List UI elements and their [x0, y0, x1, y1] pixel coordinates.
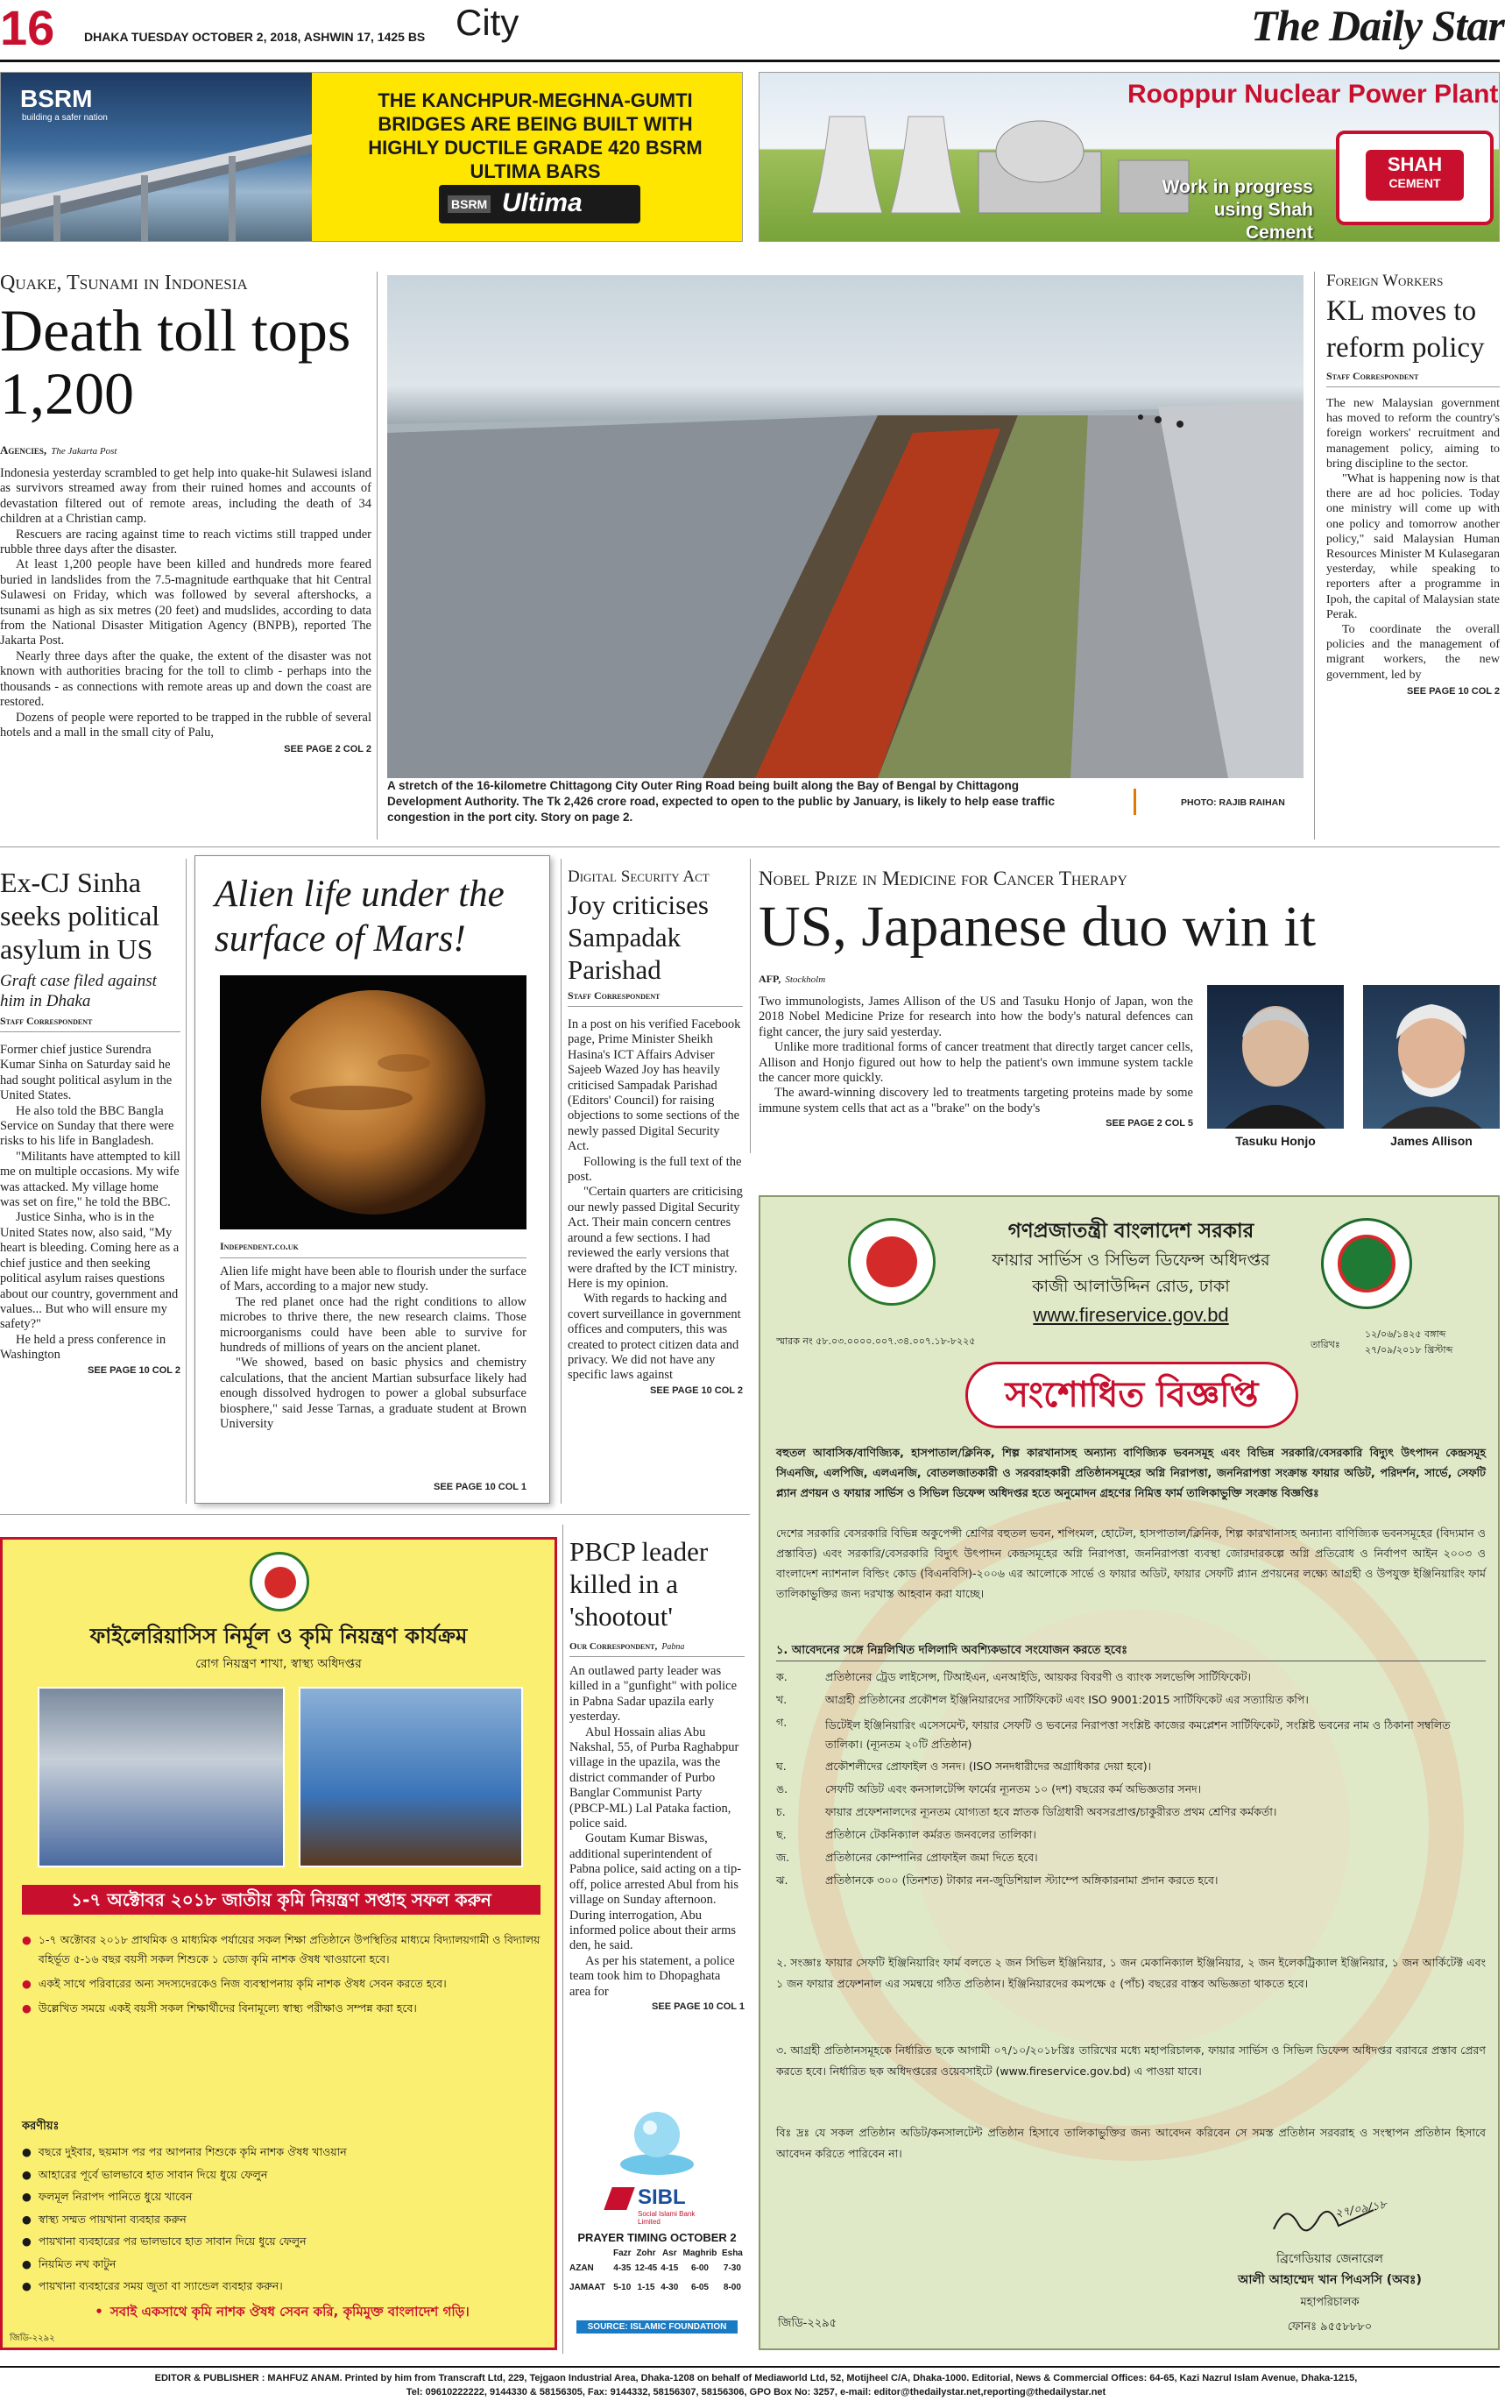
- story-headline: Death toll tops 1,200: [0, 297, 351, 427]
- sibl-logo-text: SIBL: [638, 2185, 686, 2209]
- sibl-logo-ribbon: [604, 2187, 634, 2210]
- portrait-caption: James Allison: [1390, 1134, 1473, 1148]
- newspaper-logo: The Daily Star: [1251, 1, 1504, 50]
- bullet-dot: •: [95, 2304, 103, 2319]
- list-item: ছ. প্রতিষ্ঠানে টেকনিক্যাল কর্মরত জনবলের তালিকা।: [776, 1828, 1036, 1841]
- paragraph: Two immunologists, James Allison of the US and Tasuku Honjo of Japan, won the 2018 Nobel Medicine Prize for research into how the body's natural defences can fight cancer, the jury said yesterday.: [759, 995, 1193, 1039]
- story-quake: [0, 272, 371, 841]
- ad-subtitle: রোগ নিয়ন্ত্রণ শাখা, স্বাস্থ্য অধিদপ্তর: [195, 1657, 362, 1671]
- byline-rule: [220, 1257, 526, 1258]
- story-byline: [759, 969, 1500, 986]
- notice-title-box: [965, 1362, 1298, 1428]
- story-nobel: [759, 868, 1500, 1157]
- campaign-points: [22, 1930, 542, 2023]
- portrait-caption: Tasuku Honjo: [1235, 1134, 1316, 1148]
- photo-children-class: [38, 1687, 285, 1867]
- bullet-dot: ●: [22, 2167, 32, 2181]
- ad-footer-slogan: • সবাই একসাথে কৃমি নাশক ঔষধ সেবন করি, কৃমিমুক্ত বাংলাদেশ গড়ি।: [95, 2304, 470, 2319]
- page-number: 16: [0, 0, 55, 55]
- paragraph: The award-winning discovery led to treatments targeting proteins made by some immune system cells that act as a "brake" on the body's: [759, 1086, 1193, 1115]
- bullet-dot: ●: [22, 2279, 32, 2292]
- table-row: JAMAAT 5-10 1-15 4-30 6-05 8-00: [569, 2282, 741, 2292]
- column-divider: [750, 859, 751, 1153]
- paragraph: Nearly three days after the quake, the extent of the disaster was not known with authorities bracing for the toll to climb - perhaps into the thousands - as connections with remote areas up and down the coast are restored.: [0, 648, 371, 710]
- bullet-dot: ●: [22, 1977, 32, 1990]
- story-mars-box: [194, 855, 550, 1504]
- date-bangla: ১২/০৬/১৪২৫ বঙ্গাব্দ: [1365, 1328, 1446, 1340]
- todo-list: [22, 2141, 542, 2298]
- list-item: ● স্বাস্থ্য সম্মত পায়খানা ব্যবহার করুন: [22, 2212, 187, 2226]
- sibl-logo-subtext: Social Islami Bank Limited: [638, 2210, 696, 2226]
- signer-phone: ফোনঃ ৯৫৫৮৮৮০: [1287, 2320, 1373, 2334]
- ad-shah-cement[interactable]: [759, 72, 1500, 242]
- bullet-dot: ●: [22, 2256, 32, 2270]
- see-page-link[interactable]: SEE PAGE 10 COL 1: [652, 2001, 745, 2012]
- list-item: ঙ. সেফটি অডিট এবং কনসালটেন্সি ফার্মের ন্যূনতম ১০ (দশ) বছরের কর্ম অভিজ্ঞতার সনদ।: [776, 1782, 1202, 1795]
- fire-service-emblem: [1321, 1218, 1412, 1309]
- paragraph: An outlawed party leader was killed in a "gunfight" with police in Pabna Sadar upazila early yesterday.: [569, 1664, 738, 1725]
- notice-title: সংশোধিত বিজ্ঞপ্তি: [1005, 1375, 1259, 1415]
- byline-rule: [0, 1031, 180, 1032]
- list-item: ● পায়খানা ব্যবহারের পর ভালভাবে হাত সাবান দিয়ে ধুয়ে ফেলুন: [22, 2234, 307, 2248]
- paragraph: Goutam Kumar Biswas, additional superintendent of Pabna police, said acting on a tip-off, police arrested Abul from his village on Sunday afternoon. During interrogation, Abu informed police about their arms den, he said.: [569, 1831, 742, 1953]
- signature-date: ২৭/০৯/১৮: [1333, 2198, 1388, 2221]
- list-item: ● বছরে দুইবার, ছয়মাস পর পর আপনার শিশুকে কৃমি নাশক ঔষধ খাওয়ান: [22, 2145, 347, 2158]
- story-body: [0, 1043, 180, 1363]
- paragraph: He held a press conference in Washington: [0, 1332, 166, 1363]
- byline-source: Pabna: [661, 1642, 685, 1652]
- bsrm-product-logo: [439, 185, 640, 223]
- story-kicker: Digital Security Act: [568, 868, 710, 886]
- list-item: ● আহারের পূর্বে ভালভাবে হাত সাবান দিয়ে ধুয়ে ফেলুন: [22, 2167, 268, 2181]
- gov-title: গণপ্রজাতন্ত্রী বাংলাদেশ সরকার: [1007, 1220, 1254, 1243]
- section-divider: [0, 1514, 750, 1515]
- byline-rule: [568, 1006, 743, 1007]
- bullet-dot: ●: [22, 2190, 32, 2203]
- story-kicker: Foreign Workers: [1326, 272, 1444, 290]
- story-byline: [0, 441, 371, 457]
- shah-headline: Rooppur Nuclear Power Plant: [1127, 80, 1499, 109]
- paragraph: At least 1,200 people have been killed and hundreds more feared buried in landslides from the 7.5-magnitude earthquake that hit Central Sulawesi on Friday, which was followed by several aftershocks, a tsunami as high as six metres (20 feet) and mudslides, according to data from the National Disaster Mitigation Agency (BNPB), reported The Jakarta Post.: [0, 557, 371, 648]
- paragraph: Following is the full text of the post.: [568, 1154, 742, 1185]
- portrait-allison: [1363, 985, 1500, 1129]
- list-item: ● উল্লেখিত সময়ে একই বয়সী সকল শিক্ষার্থীদের বিনামূল্যে স্বাস্থ্য পরীক্ষাও সম্পন্ন করা হবে।: [22, 1999, 542, 2018]
- paragraph: "Certain quarters are criticising our newly passed Digital Security Act. Their main concern centres around a few sections. I had reviewed the early versions that were drafted by the ICT ministry. Here is my opinion.: [568, 1185, 743, 1291]
- signer-rank: ব্রিগেডিয়ার জেনারেল: [1276, 2252, 1383, 2266]
- section-divider: [0, 846, 1500, 847]
- ad-code: জিডি-২২৯৫: [778, 2317, 837, 2330]
- memo-number: স্মারক নং ৫৮.০৩.০০০০.০০৭.৩৪.০০৭.১৮-৮২২৫: [776, 1335, 976, 1347]
- caption-marker: [1134, 789, 1136, 815]
- bsrm-logo: BSRM: [20, 85, 93, 112]
- ad-title: ফাইলেরিয়াসিস নির্মূল ও কৃমি নিয়ন্ত্রণ কার্যক্রম: [89, 1624, 468, 1648]
- paragraph: To coordinate the overall policies and the management of migrant workers, the new government, led by: [1326, 623, 1500, 682]
- portrait-honjo: [1207, 985, 1344, 1129]
- bsrm-tagline: building a safer nation: [22, 113, 108, 123]
- see-page-link[interactable]: SEE PAGE 2 COL 2: [284, 744, 371, 755]
- see-page-link[interactable]: SEE PAGE 2 COL 5: [1106, 1118, 1193, 1130]
- story-joy: [568, 868, 743, 1498]
- story-headline: PBCP leader killed in a 'shootout': [569, 1536, 709, 1632]
- dateline: DHAKA TUESDAY OCTOBER 2, 2018, ASHWIN 17, 1425 BS: [84, 30, 426, 44]
- story-byline: Independent.co.uk: [220, 1240, 299, 1252]
- paragraph: Abul Hossain alias Abu Nakshal, 55, of Purba Raghabpur village in the upazila, was the district commander of Purbo Banglar Communist Party (PBCP-ML) Lal Pataka faction, police said.: [569, 1725, 739, 1831]
- bsrm-product-name: Ultima: [502, 188, 583, 217]
- paragraph: The new Malaysian government has moved to reform the country's foreign workers' recruitment and management policy, aiming to bring discipline to the sector.: [1326, 397, 1500, 471]
- list-item: ঝ. প্রতিষ্ঠানকে ৩০০ (তিনশত) টাকার নন-জুডিশিয়াল স্ট্যাম্পে অঙ্গিকারনামা প্রদান করতে হবে।: [776, 1873, 1219, 1887]
- bullet-dot: ●: [22, 1933, 32, 1946]
- shah-logo: [1336, 131, 1494, 225]
- bsrm-product-prefix: BSRM: [448, 195, 491, 213]
- paragraph: Rescuers are racing against time to reach victims still trapped under rubble three days after the disaster.: [0, 527, 371, 557]
- table-row: AZAN 4-35 12-45 4-15 6-00 7-30: [569, 2263, 741, 2273]
- paragraph: Alien life might have been able to flourish under the surface of Mars, according to a major new study.: [220, 1264, 526, 1294]
- paragraph: In a post on his verified Facebook page, Prime Minister Sheikh Hasina's ICT Affairs Adviser Sajeeb Wazed Joy has heavily criticised Sampadak Parishad (Editors' Council) for raising objections to some sections of the newly passed Digital Security Act.: [568, 1017, 741, 1154]
- ad-code: জিডি-২২৯২: [10, 2334, 55, 2343]
- note-paragraph: বিঃ দ্রঃ যে সকল প্রতিষ্ঠান অডিট/কনসালটেন্ট প্রতিষ্ঠান হিসাবে তালিকাভুক্তির জন্য আবেদন করিবেন সে সমস্ত প্রতিষ্ঠান সরবরাহ ও সংস্থাপন প্রতিষ্ঠান হিসাবে আবেদন করিতে পারিবেন না।: [776, 2126, 1486, 2160]
- photo-caption: A stretch of the 16-kilometre Chittagong City Outer Ring Road being built along the Bay of Bengal by Chittagong Development Authority. The Tk 2,426 crore road, expected to open to the public by January, is likely to help ease traffic congestion in the port city. Story on page 2.: [387, 779, 1055, 824]
- story-sinha: [0, 866, 180, 1497]
- story-kl: [1326, 272, 1500, 841]
- paragraph: Dozens of people were reported to be trapped in the rubble of several hotels and a mall in the small city of Palu,: [0, 710, 371, 740]
- byline-agency: AFP,: [759, 973, 781, 985]
- photo-credit: PHOTO: RAJIB RAIHAN: [1181, 797, 1285, 808]
- deadline-paragraph: ৩. আগ্রহী প্রতিষ্ঠানসমূহকে নির্ধারিত ছকে আগামী ০৭/১০/২০১৮খ্রিঃ তারিখের মধ্যে মহাপরিচালক, ফায়ার সার্ভিস ও সিভিল ডিফেন্স অধিদপ্তর বরাবরে প্রস্তাব প্রেরণ করতে হবে। নির্ধারিত ছক অধিদপ্তরের ওয়েবসাইটে (www.fireservice.gov.bd) এ পাওয়া যাবে।: [776, 2043, 1486, 2078]
- bullet-dot: ●: [22, 2212, 32, 2226]
- list-item: ঘ. প্রকৌশলীদের প্রোফাইল ও সনদ। (ISO সনদধারীদের অগ্রাধিকার দেয়া হবে)।: [776, 1760, 1152, 1773]
- list-item: ● ১-৭ অক্টোবর ২০১৮ প্রাথমিক ও মাধ্যমিক পর্যায়ের সকল শিক্ষা প্রতিষ্ঠানে উপস্থিতির মাধ্যমে বিদ্যালয়গামী ও বিদ্যালয় বহির্ভূত ৫-১৬ বছর বয়সী সকল শিশুকে ১ ডোজ কৃমি নাশক ঔষধ খাওয়ানো হবে।: [22, 1930, 542, 1969]
- bangladesh-emblem: [848, 1218, 936, 1306]
- list-item: ● একই সাথে পরিবারের অন্য সদস্যদেরকেও নিজ ব্যবস্থাপনায় কৃমি নাশক ঔষধ সেবন করতে হবে।: [22, 1974, 542, 1994]
- shah-logo-subtext: CEMENT: [1388, 176, 1441, 190]
- mars-photo: [220, 975, 526, 1229]
- main-photo-block: [387, 275, 1304, 836]
- ad-fire-service[interactable]: [759, 1195, 1500, 2350]
- prayer-table: [569, 2249, 745, 2297]
- definition-paragraph: ২. সংজ্ঞাঃ ফায়ার সেফটি ইঞ্জিনিয়ারিং ফার্ম বলতে ২ জন সিভিল ইঞ্জিনিয়ার, ১ জন মেকানিক্যাল ইঞ্জিনিয়ার, ২ জন ইলেকট্রিক্যাল ইঞ্জিনিয়ার, ১ জন আর্কিটেক্ট এবং ১ জন ফায়ার প্রফেশনাল এর সমন্বয়ে গঠিত প্রতিষ্ঠান। ইঞ্জিনিয়ারদের কমপক্ষে ৫ (পাঁচ) বছরের বাস্তব অভিজ্ঞতা থাকতে হবে।: [776, 1956, 1486, 1990]
- date-english: ২৭/০৯/২০১৮ খ্রিস্টাব্দ: [1365, 1344, 1453, 1356]
- paragraph: With regards to hacking and covert surveillance in government offices and computers, this was created to protect citizen data and privacy. We did not have any specific laws against: [568, 1292, 741, 1383]
- section1-title: ১. আবেদনের সঙ্গে নিম্নলিখিত দলিলাদি অবশ্যিকভাবে সংযোজন করতে হবেঃ: [776, 1642, 1486, 1661]
- paragraph: Justice Sinha, who is in the United States now, also said, "My heart is bleeding. Coming here as a chief justice and then seeking political asylum raises questions about our country, government and values... But who will ensure my safety?": [0, 1210, 180, 1332]
- byline-rule: [1326, 386, 1500, 387]
- story-headline: Joy criticises Sampadak Parishad: [568, 889, 709, 985]
- story-pbcp: [569, 1535, 745, 2096]
- list-item: জ. প্রতিষ্ঠানের কোম্পানির প্রোফাইল জমা দিতে হবে।: [776, 1851, 1038, 1864]
- story-headline: KL moves to reform policy: [1326, 295, 1485, 364]
- dept-title: ফায়ার সার্ভিস ও সিভিল ডিফেন্স অধিদপ্তর: [992, 1250, 1270, 1270]
- paragraph: The red planet once had the right conditions to allow microbes to thrive there, the new research claims. Those microorganisms could have been able to survive for hundreds of millions of years on the ancient planet.: [220, 1294, 526, 1356]
- story-body: [1326, 396, 1500, 683]
- ad-filaria[interactable]: [0, 1537, 557, 2350]
- story-headline: US, Japanese duo win it: [759, 895, 1317, 959]
- signer-name: আলী আহাম্মেদ খান পিএসসি (অবঃ): [1238, 2273, 1422, 2287]
- bullet-dot: ●: [22, 2234, 32, 2248]
- dept-address: কাজী আলাউদ্দিন রোড, ঢাকা: [1032, 1277, 1230, 1296]
- byline-agency: Our Correspondent,: [569, 1641, 658, 1652]
- date-label: তারিখঃ: [1311, 1339, 1340, 1350]
- photo-children-handwash: [299, 1687, 523, 1867]
- ministry-emblem: [250, 1552, 309, 1611]
- paragraph: "Militants have attempted to kill me on multiple occasions. My wife was attacked. My village home was set on fire," he told the BBC.: [0, 1149, 180, 1210]
- section-name: City: [456, 2, 519, 43]
- ad-bsrm[interactable]: [0, 72, 743, 242]
- shah-logo-text: SHAH: [1387, 153, 1443, 175]
- story-byline: [569, 1636, 745, 1653]
- byline-source: The Jakarta Post: [51, 446, 117, 457]
- paragraph: "We showed, based on basic physics and chemistry calculations, that the ancient Martian subsurface likely had enough dissolved hydrogen to power a global subsurface biosphere," said Jesse Tarnas, a graduate student at Brown University: [220, 1356, 526, 1432]
- list-item: চ. ফায়ার প্রফেশনালদের ন্যূনতম যোগ্যতা হবে স্নাতক ডিগ্রিধারী অবসরপ্রাপ্ত/চাকুরীরত প্রথম শ্রেণির কর্মকর্তা।: [776, 1805, 1277, 1818]
- story-headline: Alien life under the surface of Mars!: [215, 874, 505, 960]
- water-drops-graphic: [613, 2103, 701, 2177]
- notice-intro: বহুতল আবাসিক/বাণিজ্যিক, হাসপাতাল/ক্লিনিক, শিল্প কারখানাসহ অন্যান্য বাণিজ্যিক ভবনসমূহ এবং বিভিন্ন সরকারি/বেসরকারি বিদ্যুৎ উৎপাদন কেন্দ্রসমূহ সিএনজি, এলপিজি, এলএনজি, বোতলজাতকারী ও সরবরাহকারী প্রতিষ্ঠানসমূহের অগ্নি নিরাপত্তা, জননিরাপত্তা সংক্রান্ত ফায়ার অডিট, পরিদর্শন, সার্ভে, সেফটি প্ল্যান প্রণয়ন ও ফায়ার সার্ভিস ও সিভিল ডিফেন্স অধিদপ্তর হতে অনুমোদন গ্রহণের নিমিত্ত ফার্ম তালিকাভুক্তি সংক্রান্ত বিজ্ঞপ্তিঃ: [776, 1446, 1486, 1499]
- story-byline: Staff Correspondent: [1326, 370, 1419, 382]
- paragraph: Former chief justice Surendra Kumar Sinha on Saturday said he had sought political asylum in the United States.: [0, 1043, 173, 1103]
- column-divider: [186, 859, 187, 1504]
- story-body: [568, 1017, 743, 1384]
- list-item: গ. ডিটেইল ইঞ্জিনিয়ারিং এসেসমেন্ট, ফায়ার সেফটি ও ভবনের নিরাপত্তা সংশ্লিষ্ট কাজের কমপ্লেশন সার্টিফিকেট, সংশ্লিষ্ট ভবনের নাম ও ঠিকানা সম্বলিত তালিকা। (ন্যূনতম ২০টি প্রতিষ্ঠান): [776, 1716, 1451, 1751]
- see-page-link[interactable]: SEE PAGE 10 COL 2: [88, 1364, 180, 1376]
- prayer-source: SOURCE: ISLAMIC FOUNDATION: [576, 2320, 738, 2334]
- paragraph: Unlike more traditional forms of cancer treatment that directly target cancer cells, Allison and Honjo figured out how to help the patient's own immune system tackle the cancer more quickly.: [759, 1040, 1193, 1086]
- page-footer: [0, 2366, 1512, 2408]
- table-header-row: Fazr Zohr Asr Maghrib Esha: [613, 2249, 743, 2258]
- shah-caption: Work in progress using Shah Cement: [1162, 177, 1313, 242]
- footer-rule: [0, 2366, 1500, 2368]
- sibl-logo: [608, 2182, 704, 2226]
- column-divider: [561, 859, 562, 1504]
- story-kicker: Nobel Prize in Medicine for Cancer Therapy: [759, 868, 1127, 889]
- paragraph: As per his statement, a police team took him to Dhopaghata area for: [569, 1953, 735, 1999]
- see-page-link[interactable]: SEE PAGE 10 COL 2: [650, 1385, 743, 1396]
- footer-contact: Tel: 09610222222, 9144330 & 58156305, Fax: 9144332, 58156307, 58156306, GPO Box No: 3257, e-mail: editor@thedailystar.net,reporting@thedailystar.net: [406, 2387, 1106, 2397]
- story-byline: Staff Correspondent: [0, 1015, 93, 1027]
- page-header: [0, 0, 1512, 63]
- ring-road-photo: [387, 275, 1304, 778]
- story-headline: Ex-CJ Sinha seeks political asylum in US: [0, 867, 160, 965]
- notice-body: দেশের সরকারি বেসরকারি বিভিন্ন অকুপেন্সী শ্রেণির বহুতল ভবন, শপিংমল, হোটেল, হাসপাতাল/ক্লিনিক, শিল্প কারখানাসহ অন্যান্য বাণিজ্যিক ভবনসমূহের (বিদ্যমান ও প্রস্তাবিত) এবং সরকারি/বেসরকারি বিদ্যুৎ উৎপাদন কেন্দ্রসমূহের অগ্নি নিরাপত্তা, জননিরাপত্তা ব্যবস্থা জোরদারকল্পে অগ্নি প্রতিরোধ ও নির্বাপণ আইন ২০০৩ ও বাংলাদেশ ন্যাশনাল বিল্ডিং কোড (বিএনবিসি)-২০০৬ এর আলোকে সার্ভে ও ফায়ার অডিট, ফায়ার সেফটি প্ল্যান প্রণয়নের লক্ষ্যে আগ্রহী ও উপযুক্ত ইঞ্জিনিয়ারিং ফার্ম তালিকাভুক্তির জন্য দরখাস্ত আহবান করা যাচ্ছে।: [776, 1526, 1486, 1600]
- paragraph: Indonesia yesterday scrambled to get help into quake-hit Sulawesi island as survivors streamed away from their ruined homes and accounts of devastation filtered out of remote areas, including the death of 34 children at a Christian camp.: [0, 466, 371, 527]
- list-item: ক. প্রতিষ্ঠানের ট্রেড লাইসেন্স, টিআইএন, এনআইডি, আয়কর বিবরণী ও ব্যাংক সলভেন্সি সার্টিফিকেট।: [776, 1670, 1251, 1683]
- story-body: [0, 466, 371, 740]
- bridge-photo: [1, 73, 312, 242]
- byline-source: Stockholm: [785, 974, 826, 985]
- story-byline: Staff Correspondent: [568, 989, 661, 1002]
- story-body: [759, 995, 1193, 1116]
- list-item: ● নিয়মিত নখ কাটুন: [22, 2256, 117, 2270]
- list-item: ● ফলমূল নিরাপদ পানিতে ধুয়ে খাবেন: [22, 2190, 193, 2203]
- signer-title: মহাপরিচালক: [1300, 2296, 1360, 2309]
- signature: [1268, 2194, 1409, 2247]
- story-subhead: Graft case filed against him in Dhaka: [0, 972, 157, 1010]
- column-divider: [1314, 272, 1315, 839]
- story-kicker: Quake, Tsunami in Indonesia: [0, 272, 248, 294]
- todo-title: করণীয়ঃ: [22, 2120, 60, 2133]
- byline-agency: Agencies,: [0, 443, 47, 457]
- column-divider: [377, 272, 378, 839]
- requirements-list: [776, 1670, 1486, 1896]
- banner-text: ১-৭ অক্টোবর ২০১৮ জাতীয় কৃমি নিয়ন্ত্রণ সপ্তাহ সফল করুন: [71, 1889, 491, 1910]
- header-rule: [0, 60, 1500, 62]
- prayer-title: PRAYER TIMING OCTOBER 2: [577, 2231, 737, 2244]
- paragraph: "What is happening now is that there are ad hoc policies. Today one ministry will come up with one policy and tomorrow another policy," said Malaysian Human Resources Minister M Kulasegaran yesterday, while speaking to reporters after a programme in Ipoh, the capital of Malaysian state Perak.: [1326, 472, 1500, 621]
- see-page-link[interactable]: SEE PAGE 10 COL 2: [1407, 685, 1500, 697]
- bullet-dot: ●: [22, 2145, 32, 2158]
- ad-sibl-prayer[interactable]: [569, 2103, 745, 2352]
- see-page-link[interactable]: SEE PAGE 10 COL 1: [434, 1482, 526, 1492]
- byline-rule: [569, 1656, 745, 1657]
- paragraph: He also told the BBC Bangla Service on Sunday that there were risks to his life in Bangladesh.: [0, 1103, 174, 1149]
- footer-imprint: EDITOR & PUBLISHER : MAHFUZ ANAM. Printed by him from Transcraft Ltd, 229, Tejgaon Industrial Area, Dhaka-1208 on behalf of Mediaworld Ltd, 52, Motijheel C/A, Dhaka-1000. Editorial, News & Commercial Offices: 64-65, Kazi Nazrul Islam Avenue, Dhaka-1215,: [154, 2373, 1358, 2383]
- list-item: ● পায়খানা ব্যবহারের সময় জুতা বা স্যান্ডেল ব্যবহার করুন।: [22, 2279, 283, 2292]
- story-body: [220, 1264, 526, 1432]
- campaign-banner: [22, 1885, 541, 1915]
- bsrm-headline: THE KANCHPUR-MEGHNA-GUMTI BRIDGES ARE BEING BUILT WITH HIGHLY DUCTILE GRADE 420 BSRM ULTIMA BARS: [368, 89, 703, 182]
- column-divider: [562, 1525, 563, 2354]
- list-item: খ. আগ্রহী প্রতিষ্ঠানের প্রকৌশল ইঞ্জিনিয়ারদের সার্টিফিকেট এবং ISO 9001:2015 সার্টিফিকেট এর সত্যায়িত কপি।: [776, 1693, 1309, 1706]
- website-link[interactable]: www.fireservice.gov.bd: [1033, 1304, 1229, 1326]
- story-body: [569, 1664, 745, 2000]
- bullet-dot: ●: [22, 2001, 32, 2015]
